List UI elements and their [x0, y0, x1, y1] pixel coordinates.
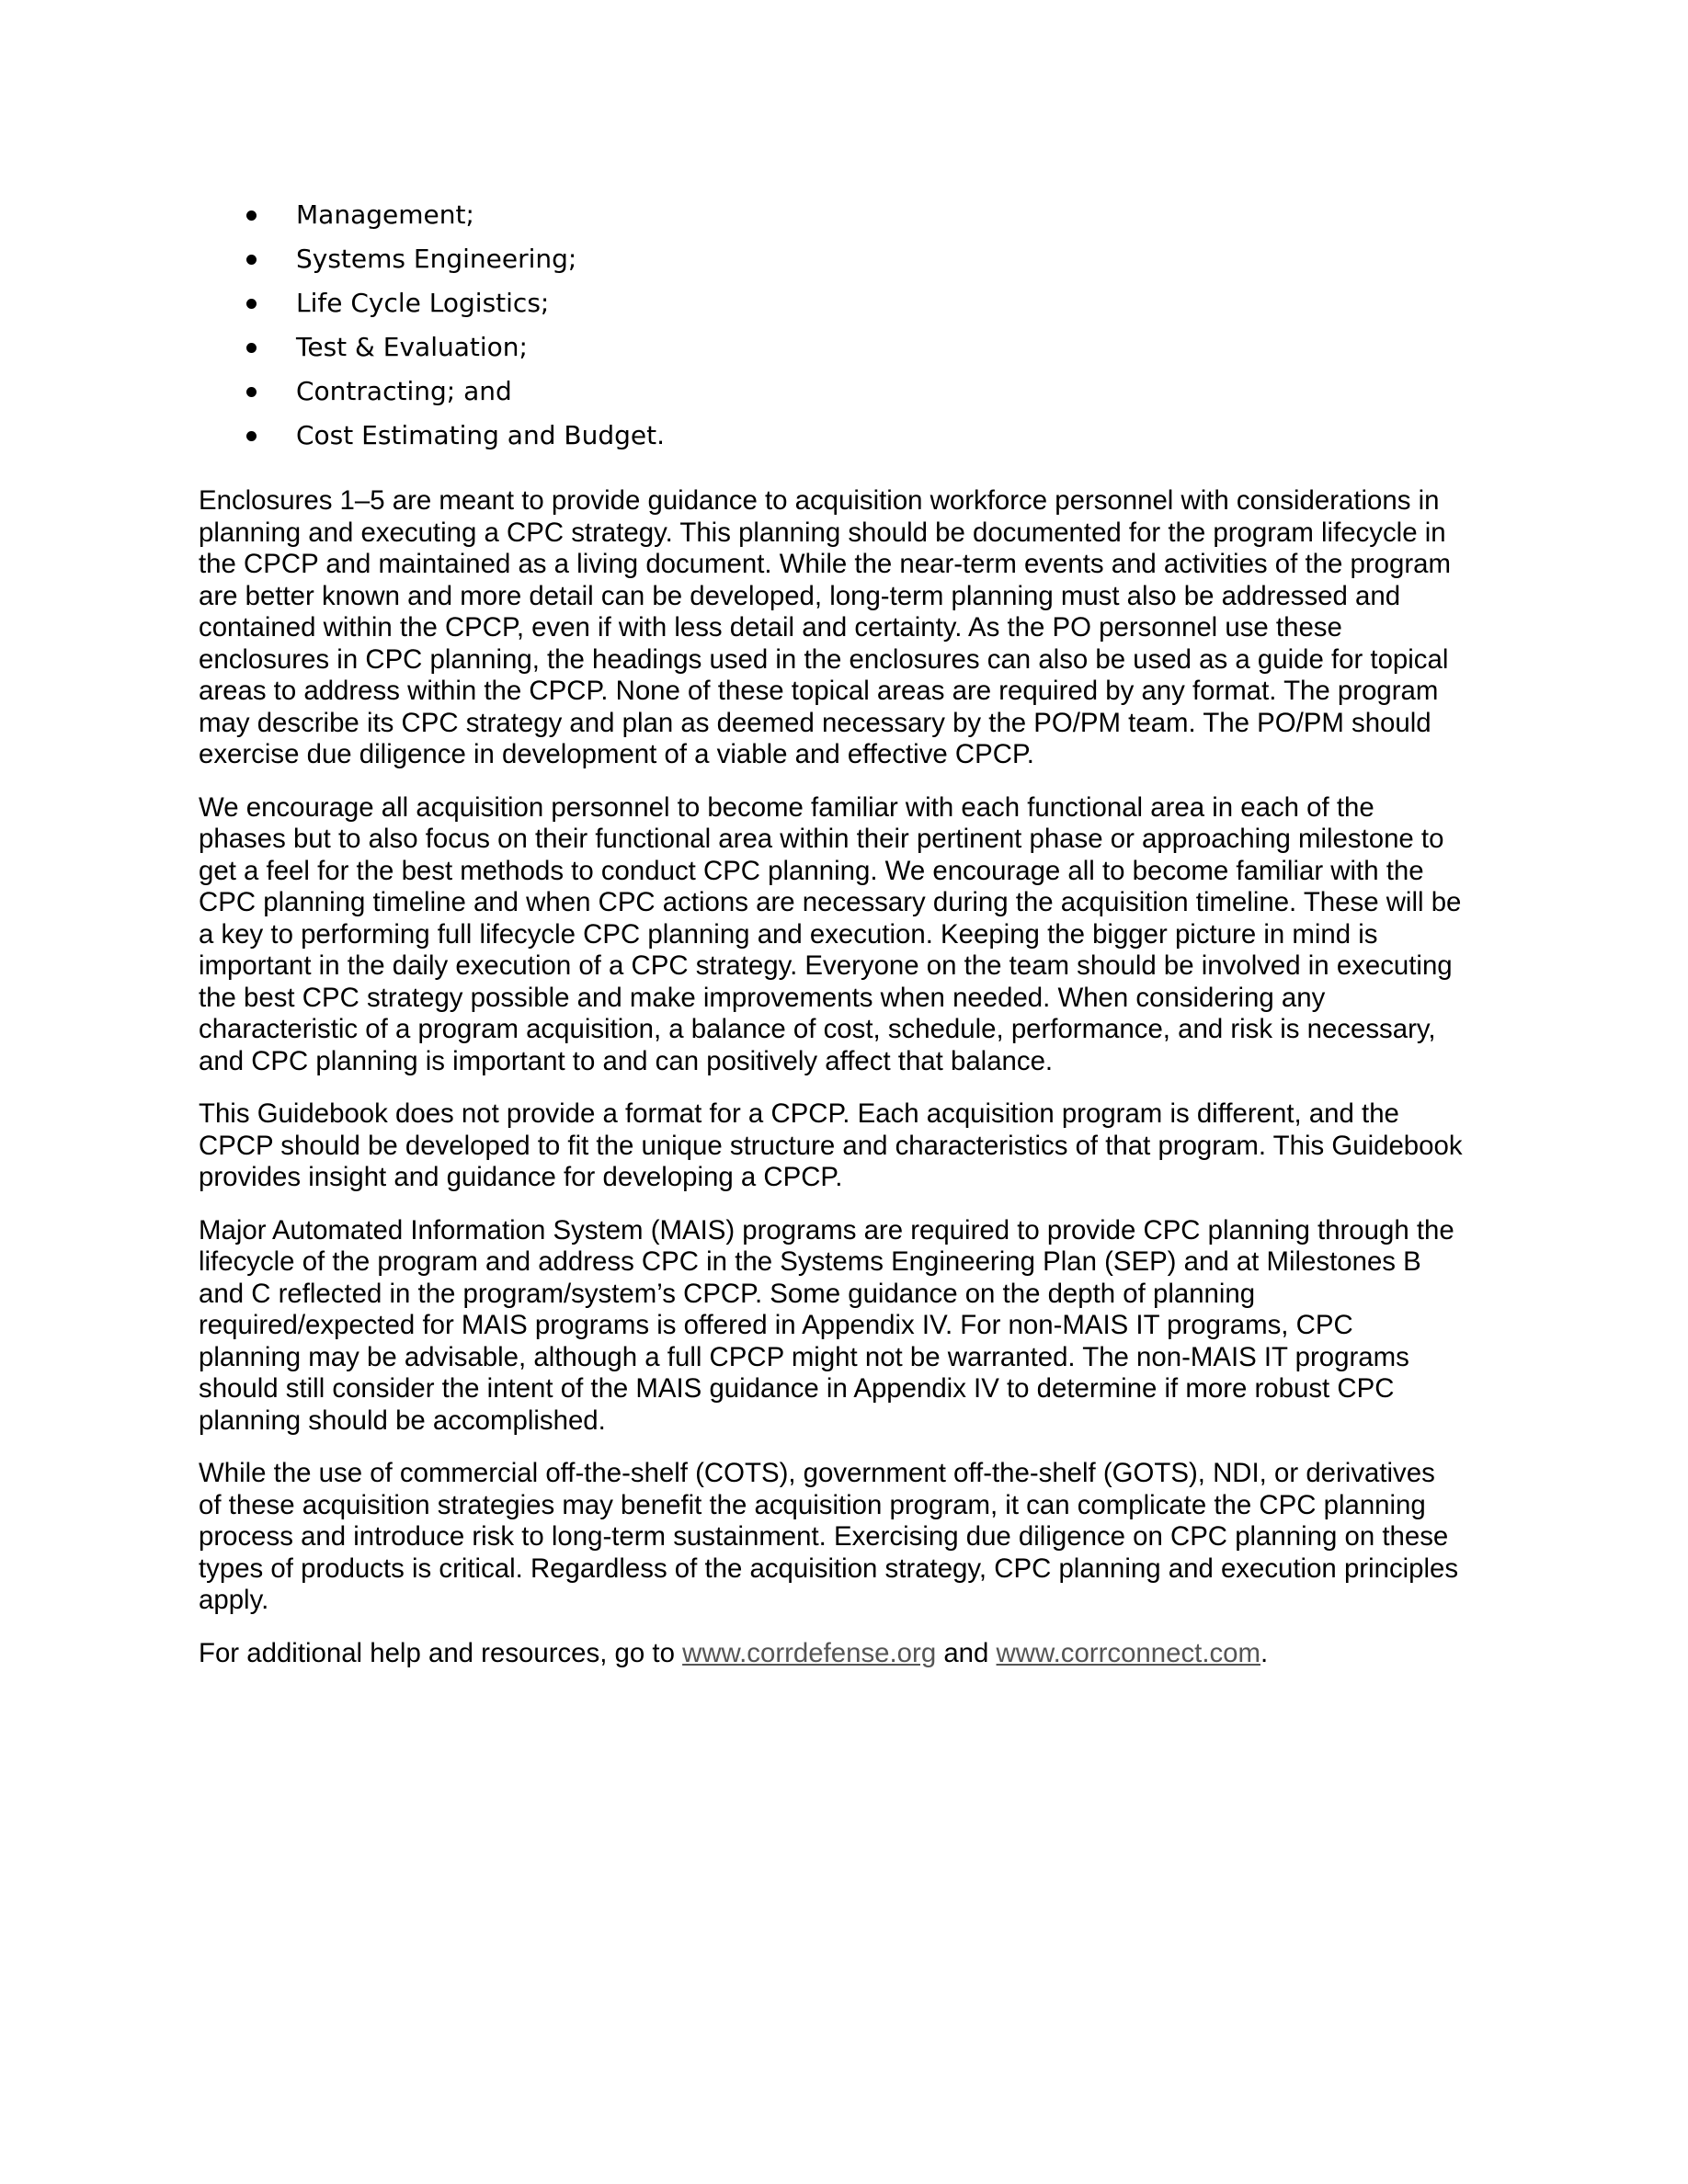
paragraph-guidebook-format: This Guidebook does not provide a format for a CPCP. Each acquisition program is different, and the CPCP should be developed to fit the unique structure and characteristics of that program. This Guidebook provides insight and guidance for developing a CPCP. — [199, 1098, 1463, 1192]
list-item — [241, 281, 1344, 325]
resources-suffix: . — [1260, 1637, 1269, 1668]
paragraph-mais: Major Automated Information System (MAIS) programs are required to provide CPC planning through the lifecycle of the program and address CPC in the Systems Engineering Plan (SEP) and at Milestones B and C reflected in the program/system’s CPCP. Some guidance on the depth of planning required/expected for MAIS programs is offered in Appendix IV. For non-MAIS IT programs, CPC planning may be advisable, although a full CPCP might not be warranted. The non-MAIS IT programs should still consider the intent of the MAIS guidance in Appendix IV to determine if more robust CPC planning should be accomplished. — [199, 1214, 1454, 1436]
resources-prefix: For additional help and resources, go to — [199, 1637, 683, 1668]
functional-area-list — [241, 193, 1344, 458]
bullet-icon — [246, 299, 257, 309]
list-item — [241, 193, 1344, 237]
paragraph-encourage: We encourage all acquisition personnel to become familiar with each functional area in each of the phases but to also focus on their functional area within their pertinent phase or approaching milestone to get a feel for the best methods to conduct CPC planning. We encourage all to become familiar with the CPC planning timeline and when CPC actions are necessary during the acquisition timeline. These will be a key to performing full lifecycle CPC planning and execution. Keeping the bigger picture in mind is important in the daily execution of a CPC strategy. Everyone on the team should be involved in executing the best CPC strategy possible and make improvements when needed. When considering any characteristic of a program acquisition, a balance of cost, schedule, performance, and risk is necessary, and CPC planning is important to and can positively affect that balance. — [199, 791, 1462, 1076]
list-item — [241, 370, 1344, 414]
list-item — [241, 237, 1344, 281]
list-item-text: Test & Evaluation; — [296, 332, 528, 362]
bullet-icon — [246, 255, 257, 265]
paragraph-enclosures: Enclosures 1–5 are meant to provide guidance to acquisition workforce personnel with considerations in planning and executing a CPC strategy. This planning should be documented for the program lifecycle in the CPCP and maintained as a living document. While the near-term events and activities of the program are better known and more detail can be developed, long-term planning must also be addressed and contained within the CPCP, even if with less detail and certainty. As the PO personnel use these enclosures in CPC planning, the headings used in the enclosures can also be used as a guide for topical areas to address within the CPCP. None of these topical areas are required by any format. The program may describe its CPC strategy and plan as deemed necessary by the PO/PM team. The PO/PM should exercise due diligence in development of a viable and effective CPCP. — [199, 485, 1451, 769]
bullet-icon — [246, 431, 257, 441]
list-item-text: Contracting; and — [296, 376, 512, 406]
body-text — [199, 485, 1504, 1690]
bullet-icon — [246, 210, 257, 221]
paragraph-cots: While the use of commercial off-the-shelf (COTS), government off-the-shelf (GOTS), NDI, or derivatives of these acquisition strategies may benefit the acquisition program, it can complicate the CPC planning process and introduce risk to long-term sustainment. Exercising due diligence on CPC planning on these types of products is critical. Regardless of the acquisition strategy, CPC planning and execution principles apply. — [199, 1458, 1459, 1615]
list-item-text: Life Cycle Logistics; — [296, 288, 550, 318]
list-item — [241, 325, 1344, 370]
corrconnect-link[interactable]: www.corrconnect.com — [996, 1637, 1261, 1668]
bullet-icon — [246, 343, 257, 353]
resources-middle: and — [936, 1637, 997, 1668]
corrdefense-link[interactable]: www.corrdefense.org — [682, 1637, 937, 1668]
list-item-text: Management; — [296, 199, 474, 230]
list-item-text: Systems Engineering; — [296, 244, 577, 274]
list-item — [241, 414, 1344, 458]
list-item-text: Cost Estimating and Budget. — [296, 420, 665, 450]
bullet-icon — [246, 387, 257, 397]
paragraph-resources — [199, 1638, 1504, 1670]
